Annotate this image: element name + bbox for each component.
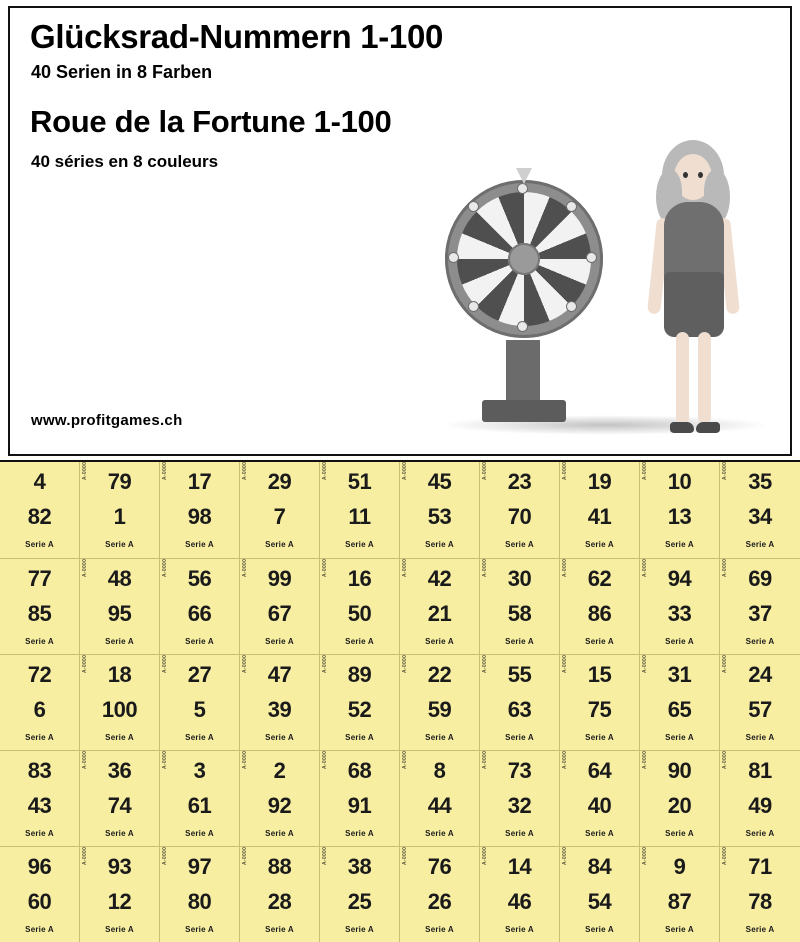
ticket-number-bottom: 57 — [748, 697, 772, 722]
ticket-serie-label: Serie A — [665, 540, 694, 549]
ticket-serie-label: Serie A — [665, 637, 694, 646]
ticket-number-bottom: 100 — [101, 697, 138, 722]
figure-eye-right — [698, 172, 703, 178]
ticket-serie-label: Serie A — [585, 637, 614, 646]
lottery-ticket[interactable] — [240, 846, 320, 942]
ticket-serie-label: Serie A — [185, 540, 214, 549]
ticket-number-bottom: 40 — [587, 793, 612, 818]
ticket-number-bottom: 66 — [187, 601, 212, 626]
ticket-serie-label: Serie A — [345, 925, 374, 934]
ticket-side-code: A-0000 — [242, 462, 248, 480]
ticket-serie-label: Serie A — [105, 637, 134, 646]
wheel-peg — [469, 302, 478, 311]
lottery-ticket[interactable] — [480, 846, 560, 942]
ticket-number-top: 79 — [107, 469, 132, 494]
ticket-serie-label: Serie A — [105, 829, 134, 838]
lottery-ticket[interactable] — [240, 462, 320, 558]
ticket-side-code: A-0000 — [722, 654, 728, 673]
ticket-side-code: A-0000 — [162, 846, 168, 865]
ticket-number-top: 94 — [667, 566, 692, 591]
ticket-row — [0, 846, 800, 942]
lottery-ticket[interactable] — [720, 750, 800, 846]
ticket-number-bottom: 39 — [267, 697, 292, 722]
ticket-number-top: 62 — [587, 566, 612, 591]
wheel-base — [482, 400, 566, 422]
ticket-side-code: A-0000 — [562, 462, 568, 480]
ticket-side-code: A-0000 — [242, 558, 248, 577]
ticket-serie-label: Serie A — [745, 733, 775, 742]
figure-eye-left — [683, 172, 688, 178]
ticket-number-top: 35 — [748, 469, 772, 494]
lottery-ticket[interactable] — [720, 462, 800, 558]
wheel-stand — [506, 340, 540, 405]
ticket-side-code: A-0000 — [642, 750, 648, 769]
ticket-number-top: 97 — [187, 854, 212, 879]
ticket-number-top: 77 — [27, 566, 52, 591]
ticket-number-bottom: 5 — [193, 697, 206, 722]
ticket-number-top: 56 — [187, 566, 212, 591]
ticket-number-top: 16 — [347, 566, 372, 591]
ticket-number-top: 93 — [107, 854, 132, 879]
ticket-serie-label: Serie A — [185, 925, 214, 934]
wheel-peg — [449, 253, 458, 262]
ticket-number-bottom: 92 — [267, 793, 292, 818]
ticket-serie-label: Serie A — [345, 829, 374, 838]
lottery-ticket[interactable] — [400, 462, 480, 558]
lottery-ticket[interactable] — [400, 750, 480, 846]
ticket-side-code: A-0000 — [242, 750, 248, 769]
fortune-wheel-illustration — [430, 160, 660, 450]
ticket-number-bottom: 50 — [347, 601, 372, 626]
ticket-side-code: A-0000 — [82, 654, 88, 673]
subtitle-french: 40 séries en 8 couleurs — [31, 152, 219, 171]
ticket-side-code: A-0000 — [642, 846, 648, 865]
ticket-number-top: 72 — [27, 662, 52, 687]
ticket-number-bottom: 37 — [748, 601, 772, 626]
lottery-ticket[interactable] — [640, 654, 720, 750]
ticket-number-top: 10 — [667, 469, 692, 494]
page-title-french: Roue de la Fortune 1-100 — [30, 104, 392, 139]
lottery-ticket[interactable] — [480, 750, 560, 846]
ticket-serie-label: Serie A — [665, 733, 694, 742]
ticket-serie-label: Serie A — [265, 925, 294, 934]
ticket-number-bottom: 44 — [427, 793, 452, 818]
lottery-ticket[interactable] — [720, 846, 800, 942]
lottery-ticket[interactable] — [0, 750, 80, 846]
ticket-number-top: 84 — [587, 854, 612, 879]
ticket-side-code: A-0000 — [722, 846, 728, 865]
ticket-serie-label: Serie A — [105, 925, 134, 934]
ticket-side-code: A-0000 — [82, 558, 88, 577]
ticket-serie-label: Serie A — [25, 637, 54, 646]
ticket-number-top: 38 — [347, 854, 372, 879]
lottery-ticket[interactable] — [480, 654, 560, 750]
lottery-ticket[interactable] — [560, 558, 640, 654]
lottery-ticket[interactable] — [640, 462, 720, 558]
ticket-number-top: 81 — [748, 758, 772, 783]
ticket-side-code: A-0000 — [402, 846, 408, 865]
ticket-serie-label: Serie A — [425, 829, 454, 838]
ticket-number-bottom: 53 — [427, 504, 452, 529]
website-url: www.profitgames.ch — [31, 412, 183, 429]
ticket-row — [0, 750, 800, 846]
ticket-side-code: A-0000 — [322, 558, 328, 577]
ticket-side-code: A-0000 — [722, 462, 728, 480]
ticket-number-top: 88 — [267, 854, 292, 879]
wheel-pointer-icon — [516, 168, 532, 184]
ticket-side-code: A-0000 — [82, 462, 88, 480]
ticket-number-bottom: 13 — [667, 504, 692, 529]
lottery-ticket[interactable] — [80, 846, 160, 942]
ticket-number-top: 68 — [347, 758, 372, 783]
lottery-ticket[interactable] — [560, 750, 640, 846]
ticket-side-code: A-0000 — [322, 846, 328, 865]
ticket-row — [0, 558, 800, 654]
ticket-serie-label: Serie A — [25, 925, 54, 934]
lottery-ticket[interactable] — [320, 654, 400, 750]
ticket-side-code: A-0000 — [322, 654, 328, 673]
wheel-peg — [567, 202, 576, 211]
ticket-number-bottom: 70 — [507, 504, 532, 529]
lottery-ticket[interactable] — [480, 462, 560, 558]
ticket-number-top: 24 — [748, 662, 772, 687]
ticket-serie-label: Serie A — [745, 540, 775, 549]
lottery-ticket[interactable] — [80, 654, 160, 750]
ticket-number-top: 2 — [273, 758, 286, 783]
ticket-serie-label: Serie A — [585, 925, 614, 934]
figure-leg-left — [676, 332, 689, 424]
ticket-number-bottom: 25 — [347, 889, 372, 914]
ticket-number-bottom: 26 — [427, 889, 452, 914]
ticket-number-bottom: 28 — [267, 889, 292, 914]
ticket-number-bottom: 80 — [187, 889, 212, 914]
ticket-number-top: 48 — [107, 566, 132, 591]
ticket-number-bottom: 75 — [587, 697, 612, 722]
ticket-number-top: 23 — [507, 469, 532, 494]
ticket-serie-label: Serie A — [505, 637, 534, 646]
ticket-side-code: A-0000 — [82, 750, 88, 769]
ticket-serie-label: Serie A — [665, 925, 694, 934]
ticket-number-top: 36 — [107, 758, 132, 783]
ticket-serie-label: Serie A — [505, 540, 534, 549]
ticket-number-bottom: 12 — [107, 889, 132, 914]
ticket-serie-label: Serie A — [585, 540, 614, 549]
ticket-side-code: A-0000 — [562, 654, 568, 673]
ticket-number-top: 71 — [748, 854, 772, 879]
lottery-ticket[interactable] — [0, 462, 80, 558]
ticket-serie-label: Serie A — [105, 733, 134, 742]
ticket-side-code: A-0000 — [402, 462, 408, 480]
ticket-number-bottom: 58 — [507, 601, 532, 626]
ticket-serie-label: Serie A — [505, 733, 534, 742]
ticket-serie-label: Serie A — [265, 829, 294, 838]
ticket-side-code: A-0000 — [322, 750, 328, 769]
ticket-number-bottom: 6 — [33, 697, 46, 722]
ticket-number-bottom: 98 — [187, 504, 212, 529]
ticket-number-bottom: 61 — [187, 793, 212, 818]
ticket-number-bottom: 34 — [748, 504, 772, 529]
wheel-hub — [508, 243, 540, 275]
ticket-number-bottom: 65 — [667, 697, 692, 722]
ticket-number-top: 96 — [27, 854, 52, 879]
ticket-number-bottom: 7 — [273, 504, 286, 529]
ticket-number-bottom: 49 — [748, 793, 772, 818]
lottery-ticket[interactable] — [400, 558, 480, 654]
ticket-serie-label: Serie A — [505, 925, 534, 934]
ticket-serie-label: Serie A — [265, 733, 294, 742]
ticket-row — [0, 462, 800, 558]
ticket-side-code: A-0000 — [482, 846, 488, 865]
ticket-serie-label: Serie A — [345, 540, 374, 549]
ticket-sheet — [0, 462, 800, 942]
lottery-ticket[interactable] — [0, 558, 80, 654]
ticket-number-top: 27 — [187, 662, 212, 687]
ticket-side-code: A-0000 — [482, 558, 488, 577]
ticket-serie-label: Serie A — [105, 540, 134, 549]
ticket-number-bottom: 78 — [748, 889, 772, 914]
ticket-number-bottom: 86 — [587, 601, 612, 626]
product-header-card — [0, 0, 800, 462]
ticket-side-code: A-0000 — [482, 654, 488, 673]
lottery-ticket[interactable] — [160, 558, 240, 654]
ticket-side-code: A-0000 — [82, 846, 88, 865]
ticket-serie-label: Serie A — [25, 540, 54, 549]
ticket-number-top: 8 — [433, 758, 446, 783]
ticket-number-bottom: 95 — [107, 601, 132, 626]
ticket-number-bottom: 11 — [348, 504, 371, 529]
wheel-peg — [469, 202, 478, 211]
wheel-peg — [518, 184, 527, 193]
ticket-serie-label: Serie A — [265, 637, 294, 646]
ticket-side-code: A-0000 — [242, 846, 248, 865]
ticket-number-top: 4 — [33, 469, 46, 494]
ticket-side-code: A-0000 — [242, 654, 248, 673]
ticket-side-code: A-0000 — [162, 462, 168, 480]
ticket-serie-label: Serie A — [425, 733, 454, 742]
ticket-side-code: A-0000 — [562, 846, 568, 865]
wheel-peg — [518, 322, 527, 331]
subtitle-german: 40 Serien in 8 Farben — [31, 62, 213, 82]
wheel-peg — [587, 253, 596, 262]
ticket-side-code: A-0000 — [402, 558, 408, 577]
page-title-german: Glücksrad-Nummern 1-100 — [30, 18, 444, 55]
ticket-number-top: 31 — [667, 662, 692, 687]
ticket-number-bottom: 59 — [427, 697, 452, 722]
lottery-ticket[interactable] — [320, 750, 400, 846]
ticket-serie-label: Serie A — [585, 733, 614, 742]
wheel-outer-ring — [445, 180, 603, 338]
lottery-ticket[interactable] — [80, 558, 160, 654]
lottery-ticket[interactable] — [160, 462, 240, 558]
lottery-ticket[interactable] — [480, 558, 560, 654]
ticket-side-code: A-0000 — [162, 654, 168, 673]
lottery-ticket[interactable] — [560, 846, 640, 942]
ticket-number-bottom: 85 — [27, 601, 52, 626]
lottery-ticket[interactable] — [640, 846, 720, 942]
lottery-ticket[interactable] — [400, 846, 480, 942]
ticket-side-code: A-0000 — [402, 654, 408, 673]
lottery-ticket[interactable] — [720, 654, 800, 750]
ticket-number-top: 29 — [267, 469, 292, 494]
ticket-serie-label: Serie A — [745, 637, 775, 646]
lottery-ticket[interactable] — [320, 846, 400, 942]
lottery-ticket[interactable] — [640, 558, 720, 654]
ticket-number-top: 89 — [347, 662, 372, 687]
lottery-ticket[interactable] — [240, 750, 320, 846]
lottery-ticket[interactable] — [720, 558, 800, 654]
ticket-number-bottom: 74 — [107, 793, 132, 818]
ticket-number-bottom: 46 — [507, 889, 532, 914]
ticket-number-bottom: 87 — [667, 889, 692, 914]
ticket-number-top: 3 — [193, 758, 206, 783]
ticket-number-top: 51 — [347, 469, 372, 494]
ticket-number-top: 15 — [587, 662, 612, 687]
lottery-ticket[interactable] — [640, 750, 720, 846]
ticket-serie-label: Serie A — [185, 637, 214, 646]
ticket-side-code: A-0000 — [722, 558, 728, 577]
ticket-number-bottom: 67 — [267, 601, 292, 626]
ticket-number-bottom: 21 — [427, 601, 452, 626]
lottery-ticket[interactable] — [0, 846, 80, 942]
ticket-side-code: A-0000 — [322, 462, 328, 480]
lottery-ticket[interactable] — [80, 750, 160, 846]
lottery-ticket[interactable] — [560, 654, 640, 750]
ticket-side-code: A-0000 — [722, 750, 728, 769]
ticket-number-bottom: 63 — [507, 697, 532, 722]
ticket-side-code: A-0000 — [562, 558, 568, 577]
ticket-number-top: 45 — [427, 469, 452, 494]
lottery-ticket[interactable] — [240, 654, 320, 750]
lottery-ticket[interactable] — [320, 558, 400, 654]
ticket-number-bottom: 32 — [507, 793, 532, 818]
ticket-number-top: 14 — [507, 854, 532, 879]
ticket-side-code: A-0000 — [482, 750, 488, 769]
ticket-number-bottom: 60 — [27, 889, 52, 914]
ticket-number-top: 42 — [427, 566, 452, 591]
ticket-number-bottom: 43 — [27, 793, 52, 818]
ticket-number-top: 47 — [267, 662, 292, 687]
ticket-number-top: 69 — [748, 566, 772, 591]
lottery-ticket[interactable] — [560, 462, 640, 558]
ticket-number-top: 99 — [267, 566, 292, 591]
ticket-number-top: 18 — [107, 662, 132, 687]
ticket-serie-label: Serie A — [265, 540, 294, 549]
ticket-serie-label: Serie A — [665, 829, 694, 838]
figure-leg-right — [698, 332, 711, 424]
ticket-number-bottom: 54 — [587, 889, 612, 914]
ticket-number-top: 30 — [507, 566, 532, 591]
figure-dress — [664, 202, 724, 337]
ticket-side-code: A-0000 — [402, 750, 408, 769]
ticket-serie-label: Serie A — [745, 925, 775, 934]
ticket-number-top: 22 — [427, 662, 452, 687]
lottery-ticket[interactable] — [160, 750, 240, 846]
ticket-number-top: 76 — [427, 854, 452, 879]
lottery-ticket[interactable] — [400, 654, 480, 750]
ticket-number-bottom: 82 — [27, 504, 52, 529]
ticket-serie-label: Serie A — [25, 733, 54, 742]
ticket-number-bottom: 52 — [347, 697, 372, 722]
ticket-side-code: A-0000 — [482, 462, 488, 480]
ticket-number-bottom: 20 — [667, 793, 692, 818]
ticket-serie-label: Serie A — [585, 829, 614, 838]
ticket-side-code: A-0000 — [642, 462, 648, 480]
ticket-serie-label: Serie A — [345, 733, 374, 742]
lottery-ticket[interactable] — [0, 654, 80, 750]
ticket-number-bottom: 1 — [113, 504, 126, 529]
ticket-number-top: 17 — [187, 469, 212, 494]
ticket-side-code: A-0000 — [642, 558, 648, 577]
ticket-serie-label: Serie A — [505, 829, 534, 838]
ticket-serie-label: Serie A — [185, 829, 214, 838]
ticket-number-top: 90 — [667, 758, 692, 783]
ticket-serie-label: Serie A — [345, 637, 374, 646]
ticket-serie-label: Serie A — [425, 540, 454, 549]
lottery-ticket[interactable] — [240, 558, 320, 654]
wheel-peg — [567, 302, 576, 311]
lottery-ticket[interactable] — [80, 462, 160, 558]
ticket-number-top: 19 — [587, 469, 612, 494]
ticket-number-bottom: 33 — [667, 601, 692, 626]
ticket-serie-label: Serie A — [25, 829, 54, 838]
ticket-side-code: A-0000 — [562, 750, 568, 769]
ticket-serie-label: Serie A — [745, 829, 775, 838]
ticket-side-code: A-0000 — [642, 654, 648, 673]
ticket-serie-label: Serie A — [185, 733, 214, 742]
figure-shoe-right — [696, 422, 720, 433]
lottery-ticket[interactable] — [320, 462, 400, 558]
lottery-ticket[interactable] — [160, 846, 240, 942]
ticket-number-top: 9 — [673, 854, 686, 879]
ticket-number-top: 83 — [27, 758, 52, 783]
ticket-number-bottom: 41 — [587, 504, 612, 529]
ticket-row — [0, 654, 800, 750]
ticket-number-top: 64 — [587, 758, 612, 783]
ticket-serie-label: Serie A — [425, 925, 454, 934]
ticket-number-bottom: 91 — [347, 793, 372, 818]
ticket-side-code: A-0000 — [162, 750, 168, 769]
hostess-figure-illustration — [640, 140, 750, 450]
figure-shoe-left — [670, 422, 694, 433]
ticket-side-code: A-0000 — [162, 558, 168, 577]
ticket-number-top: 55 — [507, 662, 532, 687]
ticket-serie-label: Serie A — [425, 637, 454, 646]
ticket-number-top: 73 — [507, 758, 532, 783]
lottery-ticket[interactable] — [160, 654, 240, 750]
